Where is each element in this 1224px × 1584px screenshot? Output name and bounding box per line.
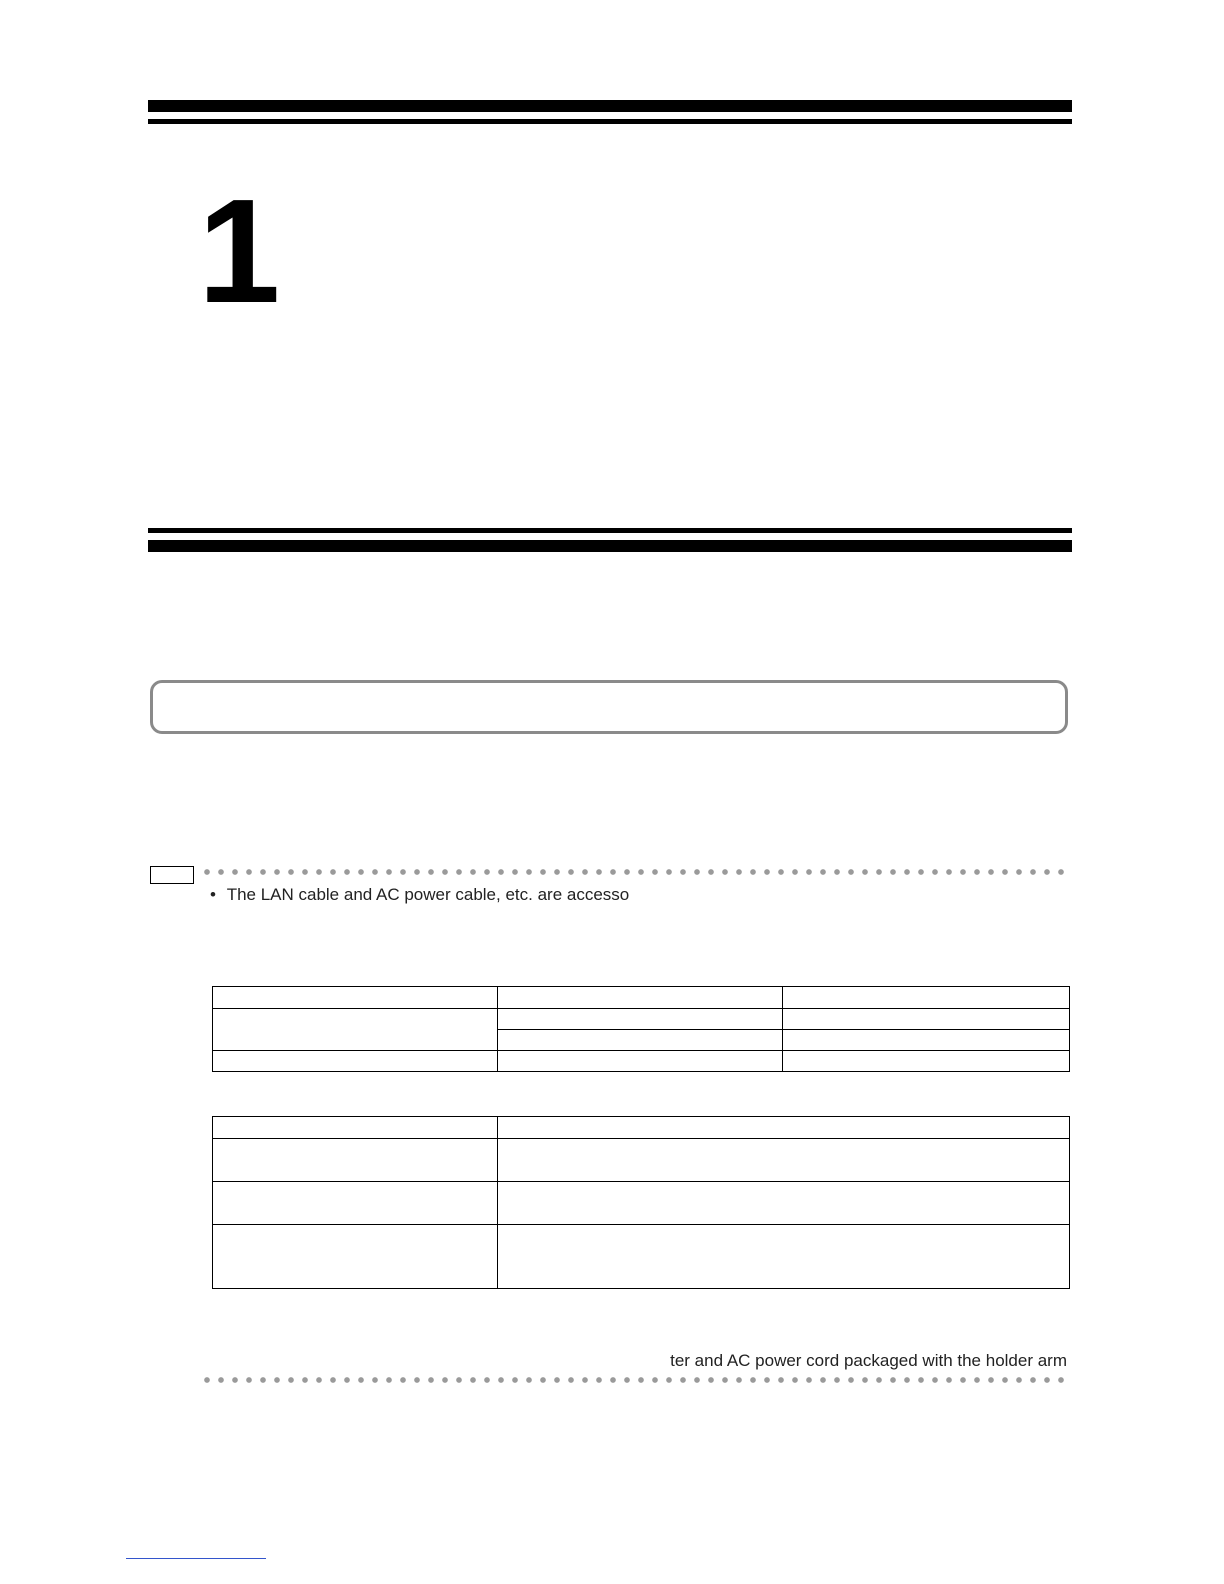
table-cell: [213, 1009, 498, 1051]
table-cell: [498, 1009, 783, 1030]
note-top-dotted-line: [200, 868, 1072, 876]
table-row: [213, 1117, 1070, 1139]
table-cell: [498, 1182, 1070, 1225]
note-text: The LAN cable and AC power cable, etc. are accesso: [226, 885, 630, 904]
table-cell: [498, 1139, 1070, 1182]
table-cell: [213, 1139, 498, 1182]
bullet-mark: •: [210, 885, 216, 904]
note-tag: [150, 866, 194, 884]
table-row: [213, 1009, 1070, 1030]
footer-link[interactable]: [126, 1558, 266, 1559]
table-cell: [498, 1225, 1070, 1289]
spec-table-2: [212, 1116, 1070, 1289]
table-cell: [213, 1051, 498, 1072]
chapter-bottom-rule-thin: [148, 528, 1072, 533]
table-row: [213, 987, 1070, 1009]
section-heading-box: [150, 680, 1068, 734]
table-cell: [498, 1117, 1070, 1139]
note-bullet-item: [210, 885, 629, 905]
table-cell: [498, 1030, 783, 1051]
table-row: [213, 1182, 1070, 1225]
table-cell: [783, 1051, 1070, 1072]
note-continuation-text: ter and AC power cord packaged with the holder arm: [670, 1351, 1067, 1370]
table-cell: [213, 1225, 498, 1289]
chapter-top-rule-thick: [148, 100, 1072, 112]
table-cell: [498, 1051, 783, 1072]
table-cell: [498, 987, 783, 1009]
chapter-number: 1: [198, 169, 277, 334]
table-row: [213, 1225, 1070, 1289]
table-cell: [213, 987, 498, 1009]
table-cell: [783, 1009, 1070, 1030]
table-row: [213, 1051, 1070, 1072]
table-cell: [783, 987, 1070, 1009]
spec-table-1: [212, 986, 1070, 1072]
note-bottom-dotted-line: [200, 1376, 1072, 1384]
table-row: [213, 1139, 1070, 1182]
chapter-bottom-rule-thick: [148, 540, 1072, 552]
table-cell: [213, 1117, 498, 1139]
chapter-top-rule-thin: [148, 119, 1072, 124]
table-cell: [213, 1182, 498, 1225]
table-cell: [783, 1030, 1070, 1051]
